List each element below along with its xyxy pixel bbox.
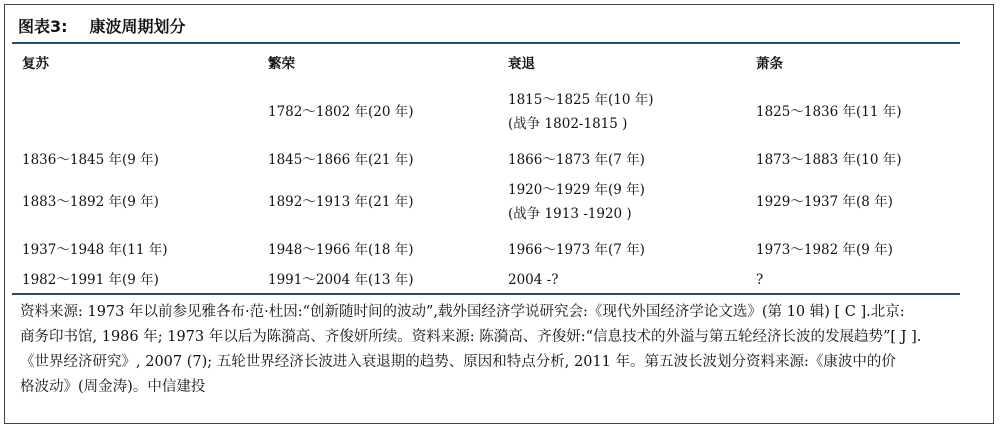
cell-text: 1836～1845 年(9 年) <box>22 152 159 168</box>
cell-text: 1782～1802 年(20 年) <box>268 104 414 120</box>
figure-title <box>18 14 186 37</box>
cell-depression <box>756 238 893 262</box>
cell-text: 1845～1866 年(21 年) <box>268 152 414 168</box>
header-prosperity: 繁荣 <box>268 56 295 72</box>
figure-number: 图表3: <box>18 17 68 36</box>
table-row <box>22 238 962 262</box>
table-row <box>22 88 962 136</box>
source-note <box>20 300 978 400</box>
cell-recovery <box>22 238 168 262</box>
cell-prosperity <box>268 268 414 292</box>
cell-depression <box>756 268 763 292</box>
cell-prosperity <box>268 238 414 262</box>
source-line: 商务印书馆, 1986 年; 1973 年以后为陈漪高、齐俊妍所续。资料来源: 陈漪高、齐俊妍:“信息技术的外溢与第五轮经济长波的发展趋势”[ J ]. <box>20 329 922 345</box>
bottom-rule <box>12 293 960 295</box>
cell-text: 1866～1873 年(7 年) <box>508 152 645 168</box>
header-depression: 萧条 <box>756 56 783 72</box>
source-line: 格波动》(周金涛)。中信建投 <box>20 379 206 395</box>
cell-text: 1937～1948 年(11 年) <box>22 242 168 258</box>
cell-text: 1966～1973 年(7 年) <box>508 242 645 258</box>
cell-text: 1920～1929 年(9 年) <box>508 182 645 198</box>
header-recession: 衰退 <box>508 56 535 72</box>
cell-text: 1883～1892 年(9 年) <box>22 194 159 210</box>
cell-prosperity <box>268 190 414 214</box>
cell-recession <box>508 148 645 172</box>
cell-text: 1929～1937 年(8 年) <box>756 194 893 210</box>
cell-recession <box>508 238 645 262</box>
cell-text: 1873～1883 年(10 年) <box>756 152 902 168</box>
cell-text: 2004 -? <box>508 272 559 288</box>
cell-text: ? <box>756 272 764 288</box>
table-row <box>22 268 962 292</box>
header-recovery: 复苏 <box>22 56 49 72</box>
cell-depression <box>756 190 893 214</box>
source-line: 《世界经济研究》, 2007 (7); 五轮世界经济长波进入衰退期的趋势、原因和特点分析, 2011 年。第五波长波划分资料来源:《康波中的价 <box>20 354 896 370</box>
cell-text: 1815～1825 年(10 年) <box>508 92 654 108</box>
table-row <box>22 178 962 226</box>
cell-prosperity <box>268 148 414 172</box>
table-row <box>22 148 962 172</box>
cell-recession <box>508 88 654 136</box>
cell-text: 1991～2004 年(13 年) <box>268 272 414 288</box>
cell-text: 1982～1991 年(9 年) <box>22 272 159 288</box>
cell-recession <box>508 178 645 226</box>
cell-depression <box>756 100 902 124</box>
cell-text: 1892～1913 年(21 年) <box>268 194 414 210</box>
cell-text: 1825～1836 年(11 年) <box>756 104 902 120</box>
cell-prosperity <box>268 100 414 124</box>
source-line: 资料来源: 1973 年以前参见雅各布·范·杜因:“创新随时间的波动”,载外国经济学说研究会:《现代外国经济学论文选》(第 10 辑) [ C ].北京: <box>20 304 905 320</box>
cell-recession <box>508 268 558 292</box>
cell-text: (战争 1802-1815 ) <box>508 116 628 132</box>
cell-recovery <box>22 268 159 292</box>
top-rule <box>12 42 960 44</box>
cell-depression <box>756 148 902 172</box>
cell-text: 1948～1966 年(18 年) <box>268 242 414 258</box>
cell-recovery <box>22 148 159 172</box>
cell-text: (战争 1913 -1920 ) <box>508 206 632 222</box>
cell-text: 1973～1982 年(9 年) <box>756 242 893 258</box>
cell-recovery <box>22 190 159 214</box>
table-header <box>22 54 962 74</box>
figure-caption: 康波周期划分 <box>89 17 186 36</box>
